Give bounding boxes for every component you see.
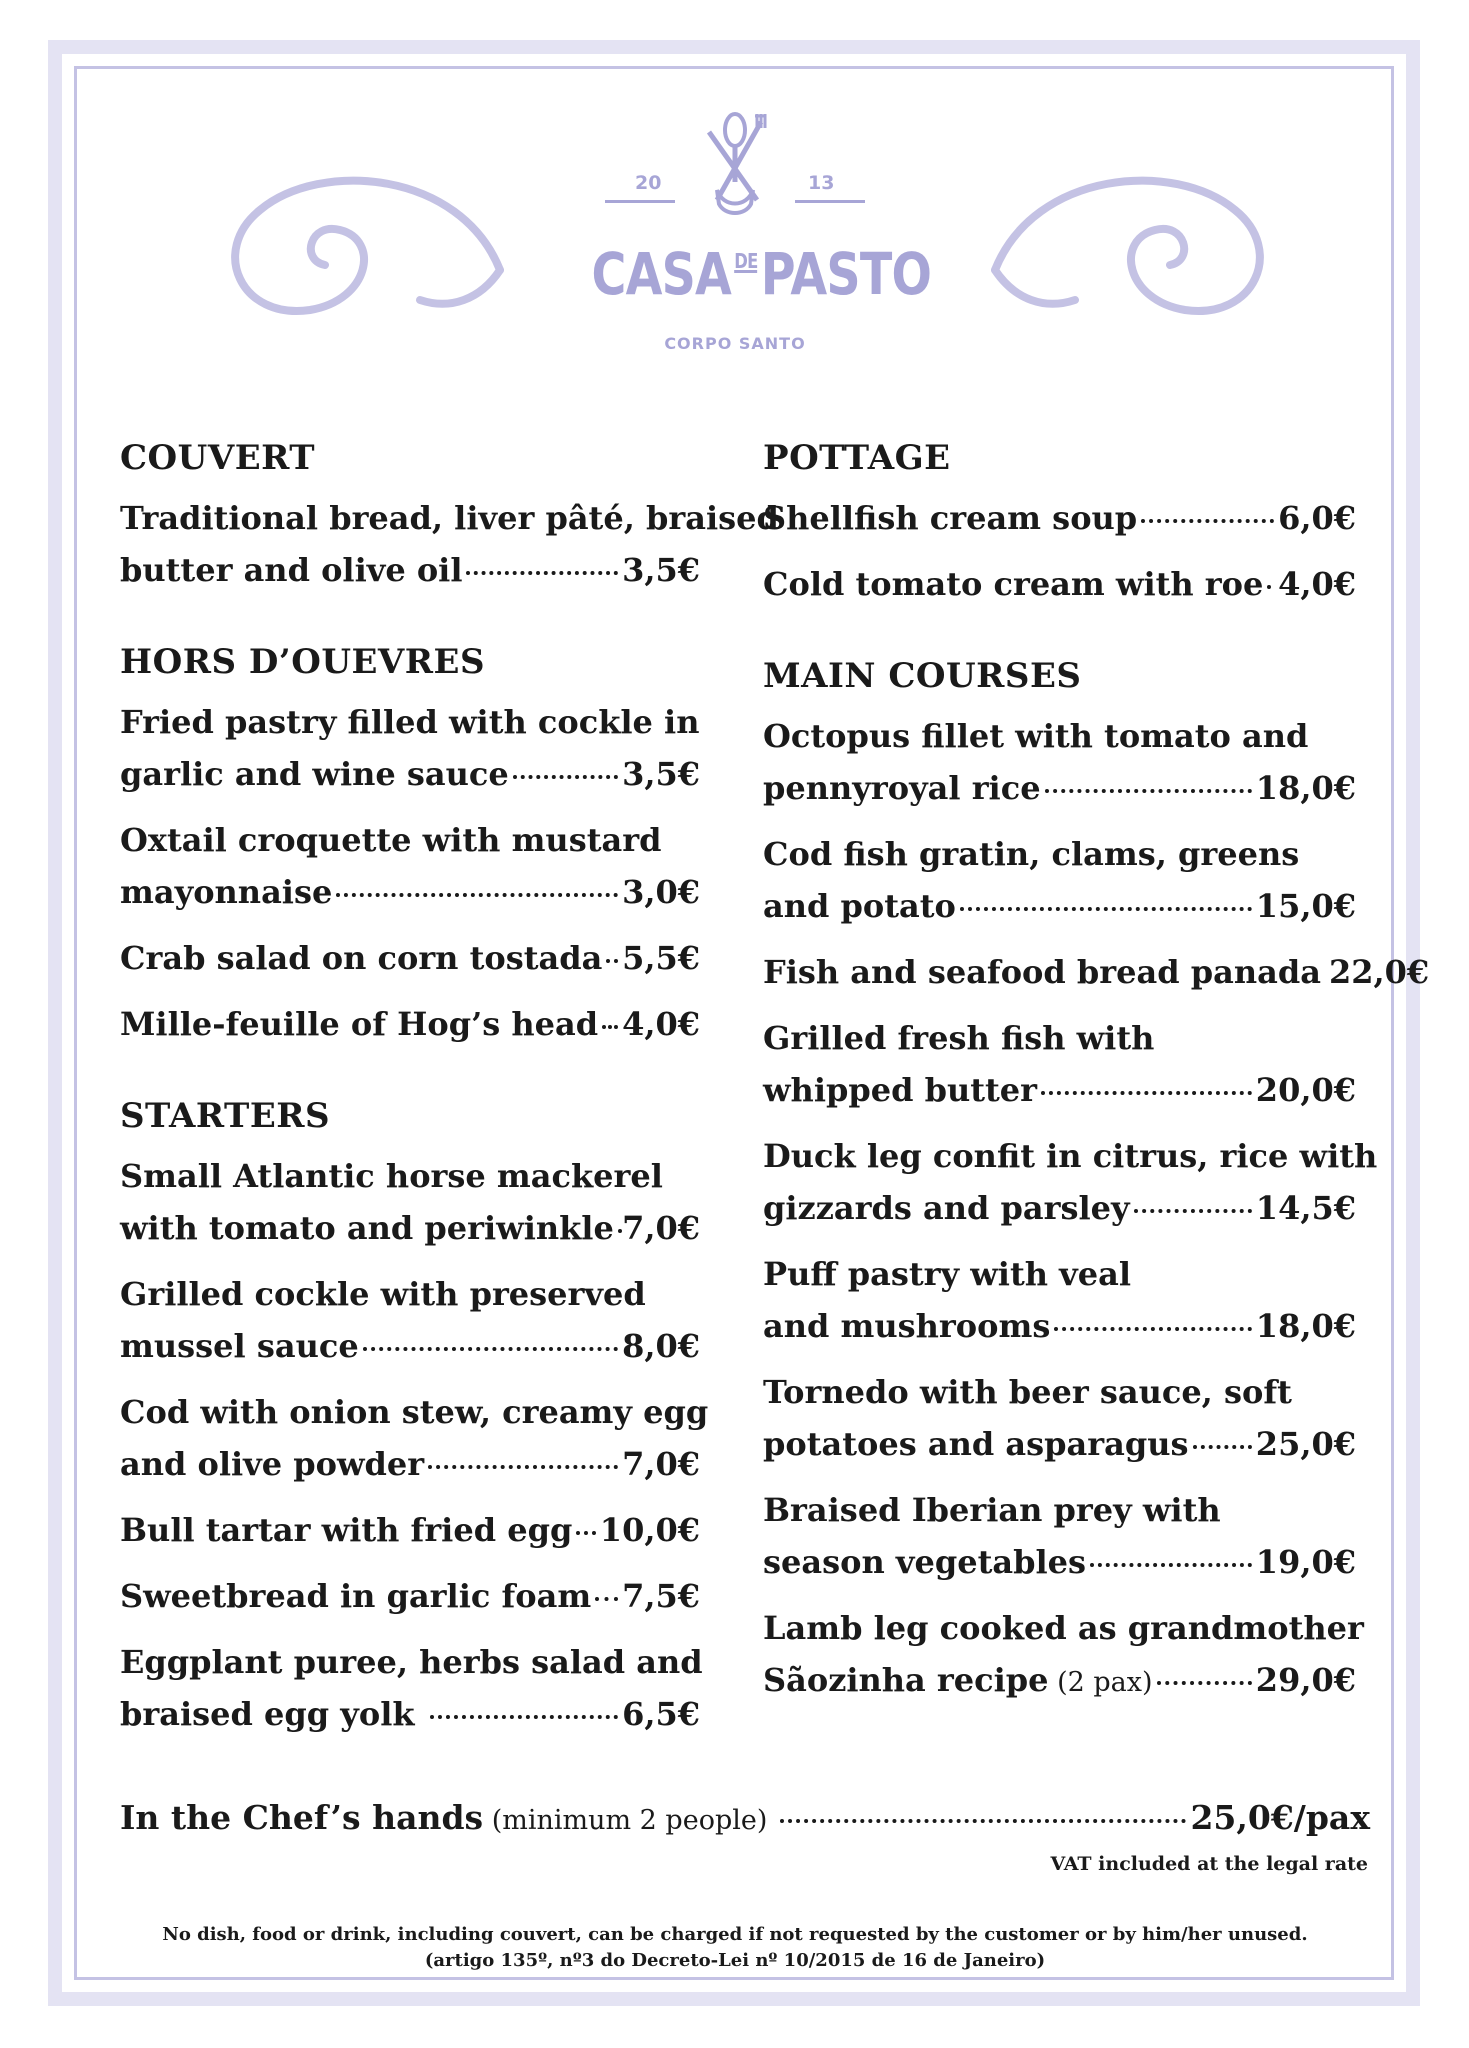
logo-year-right: 13 bbox=[808, 172, 835, 194]
dish-name: Crab salad on corn tostada bbox=[120, 939, 603, 977]
dish-name: Bull tartar with fried egg bbox=[120, 1511, 573, 1549]
menu-item-line bbox=[763, 1418, 1356, 1470]
dish-price: 18,0€ bbox=[1255, 769, 1356, 807]
dish-price: 3,5€ bbox=[622, 551, 700, 589]
menu-item bbox=[120, 932, 700, 984]
dish-price: 10,0€ bbox=[599, 1511, 700, 1549]
menu-item-line bbox=[763, 710, 1356, 762]
logo-rule-left bbox=[605, 200, 675, 203]
dish-price: 8,0€ bbox=[622, 1327, 700, 1365]
menu-section bbox=[763, 654, 1430, 1709]
chef-tasting-line bbox=[120, 1792, 1370, 1837]
footer-line-1: No dish, food or drink, including couvert, can be charged if not requested by the customer or by him/her unused. bbox=[162, 1924, 1308, 1945]
dish-name: Puff pastry with veal bbox=[763, 1255, 1131, 1293]
dish-name: Eggplant puree, herbs salad and bbox=[120, 1643, 703, 1681]
dish-name: gizzards and parsley bbox=[763, 1189, 1130, 1227]
menu-right-column bbox=[763, 436, 1430, 1753]
menu-item bbox=[763, 492, 1356, 544]
dish-name: Fried pastry filled with cockle in bbox=[120, 703, 700, 741]
dot-leader bbox=[428, 1433, 618, 1469]
dot-leader bbox=[576, 1499, 595, 1535]
dish-name: Duck leg confit in citrus, rice with bbox=[763, 1137, 1378, 1175]
menu-item-line bbox=[120, 1386, 709, 1438]
dish-name: mayonnaise bbox=[120, 873, 333, 911]
menu-item bbox=[763, 1366, 1356, 1470]
logo-title bbox=[591, 240, 932, 308]
dot-leader bbox=[363, 1315, 618, 1351]
dot-leader bbox=[1141, 487, 1274, 523]
menu-item bbox=[120, 1636, 703, 1740]
dot-leader bbox=[1041, 1059, 1252, 1095]
dish-price: 6,0€ bbox=[1278, 499, 1356, 537]
chef-price: 25,0€/pax bbox=[1190, 1798, 1370, 1837]
dish-price: 5,5€ bbox=[622, 939, 700, 977]
menu-item-line bbox=[120, 1438, 700, 1490]
menu-item bbox=[120, 1150, 700, 1254]
dish-name: whipped butter bbox=[763, 1071, 1038, 1109]
cutlery-icon bbox=[695, 112, 775, 222]
chef-dot-leader bbox=[780, 1786, 1187, 1823]
menu-item bbox=[120, 1268, 700, 1372]
dish-price: 14,5€ bbox=[1255, 1189, 1356, 1227]
dish-name: Cod fish gratin, clams, greens bbox=[763, 835, 1300, 873]
menu-item-line bbox=[120, 748, 700, 800]
menu-section bbox=[120, 1094, 709, 1740]
dish-name: Braised Iberian prey with bbox=[763, 1491, 1221, 1529]
dish-name: Tornedo with beer sauce, soft bbox=[763, 1373, 1292, 1411]
chef-note: (minimum 2 people) bbox=[483, 1805, 776, 1836]
menu-item bbox=[120, 1504, 700, 1556]
menu-item-line bbox=[120, 696, 700, 748]
dish-name: potatoes and asparagus bbox=[763, 1425, 1189, 1463]
vat-note: VAT included at the legal rate bbox=[1050, 1853, 1368, 1875]
menu-item-line bbox=[763, 492, 1356, 544]
menu-item-line bbox=[763, 1602, 1364, 1654]
dish-name: braised egg yolk bbox=[120, 1695, 426, 1733]
dish-name: Traditional bread, liver pâté, braised bbox=[120, 499, 779, 537]
dish-name: and mushrooms bbox=[763, 1307, 1051, 1345]
dish-price: 19,0€ bbox=[1255, 1543, 1356, 1581]
dot-leader bbox=[430, 1683, 618, 1719]
dish-price: 3,0€ bbox=[622, 873, 700, 911]
menu-item-line bbox=[763, 1654, 1356, 1709]
dish-name: butter and olive oil bbox=[120, 551, 463, 589]
dish-name: garlic and wine sauce bbox=[120, 755, 509, 793]
dish-name: and olive powder bbox=[120, 1445, 425, 1483]
menu-item-line bbox=[763, 1012, 1356, 1064]
menu-item bbox=[763, 1484, 1356, 1588]
dish-name: Oxtail croquette with mustard bbox=[120, 821, 662, 859]
dot-leader bbox=[1134, 1177, 1252, 1213]
dish-name: pennyroyal rice bbox=[763, 769, 1041, 807]
menu-item-line bbox=[763, 558, 1356, 610]
menu-section bbox=[763, 436, 1356, 610]
dish-name: mussel sauce bbox=[120, 1327, 359, 1365]
menu-item-line bbox=[763, 946, 1430, 998]
logo-rule-right bbox=[795, 200, 865, 203]
dish-name: Sweetbread in garlic foam bbox=[120, 1577, 592, 1615]
dish-price: 15,0€ bbox=[1255, 887, 1356, 925]
dot-leader bbox=[513, 743, 618, 779]
section-title: POTTAGE bbox=[763, 438, 951, 478]
menu-item-line bbox=[763, 1248, 1356, 1300]
section-title: HORS D’OUEVRES bbox=[120, 642, 485, 682]
menu-item bbox=[120, 998, 700, 1050]
menu-item-line bbox=[763, 1300, 1356, 1352]
menu-item-line bbox=[120, 1570, 700, 1622]
dish-name: Sãozinha recipe bbox=[763, 1661, 1049, 1699]
menu-item-line bbox=[120, 544, 700, 596]
menu-item-line bbox=[120, 1202, 700, 1254]
dot-leader bbox=[1090, 1531, 1252, 1567]
menu-item bbox=[763, 828, 1356, 932]
menu-item-line bbox=[763, 762, 1356, 814]
dot-leader bbox=[1193, 1413, 1252, 1449]
dish-name: season vegetables bbox=[763, 1543, 1086, 1581]
dot-leader bbox=[1267, 553, 1274, 589]
dish-name: Cold tomato cream with roe bbox=[763, 565, 1264, 603]
dish-name: Grilled fresh fish with bbox=[763, 1019, 1155, 1057]
chef-label: In the Chef’s hands bbox=[120, 1798, 484, 1837]
menu-item bbox=[763, 1130, 1378, 1234]
menu-item bbox=[120, 492, 779, 596]
menu-item-line bbox=[120, 1268, 700, 1320]
menu-item bbox=[763, 1248, 1356, 1352]
dot-leader bbox=[606, 927, 618, 963]
logo-title-de: DE bbox=[734, 249, 758, 273]
menu-item-line bbox=[120, 1636, 703, 1688]
logo-subtitle: CORPO SANTO bbox=[664, 334, 806, 353]
dot-leader bbox=[336, 861, 618, 897]
menu-item-line bbox=[763, 1064, 1356, 1116]
footer-line-2: (artigo 135º, nº3 do Decreto-Lei nº 10/2015 de 16 de Janeiro) bbox=[424, 1950, 1046, 1971]
menu-item bbox=[120, 1570, 700, 1622]
section-title: COUVERT bbox=[120, 438, 316, 478]
dot-leader bbox=[1045, 757, 1252, 793]
dish-price: 22,0€ bbox=[1328, 953, 1430, 991]
dish-price: 3,5€ bbox=[622, 755, 700, 793]
menu-item-line bbox=[120, 492, 779, 544]
dish-name: and potato bbox=[763, 887, 956, 925]
logo-title-casa: CASA bbox=[591, 240, 732, 308]
dish-price: 6,5€ bbox=[622, 1695, 700, 1733]
menu-item-line bbox=[763, 1130, 1378, 1182]
dish-name: Grilled cockle with preserved bbox=[120, 1275, 646, 1313]
dish-price: 20,0€ bbox=[1255, 1071, 1356, 1109]
dot-leader bbox=[1157, 1649, 1252, 1685]
dish-name: Shellfish cream soup bbox=[763, 499, 1138, 537]
dish-name: Cod with onion stew, creamy egg bbox=[120, 1393, 709, 1431]
menu-item-line bbox=[120, 866, 700, 918]
menu-section bbox=[120, 436, 779, 596]
menu-item-line bbox=[120, 1688, 700, 1740]
menu-item bbox=[763, 946, 1430, 998]
right-swirl-ornament bbox=[965, 150, 1295, 330]
dish-name: with tomato and periwinkle bbox=[120, 1209, 614, 1247]
menu-item bbox=[763, 558, 1356, 610]
menu-item-line bbox=[763, 1182, 1356, 1234]
dot-leader bbox=[466, 539, 618, 575]
dish-name: Octopus fillet with tomato and bbox=[763, 717, 1309, 755]
menu-item bbox=[763, 1602, 1364, 1709]
menu-item-line bbox=[120, 1504, 700, 1556]
menu-item-line bbox=[763, 828, 1356, 880]
left-swirl-ornament bbox=[200, 150, 530, 330]
dish-price: 4,0€ bbox=[622, 1005, 700, 1043]
menu-item-line bbox=[120, 814, 700, 866]
dish-name: Small Atlantic horse mackerel bbox=[120, 1157, 663, 1195]
dot-leader bbox=[1054, 1295, 1251, 1331]
menu-item-line bbox=[763, 1366, 1356, 1418]
section-title: STARTERS bbox=[120, 1096, 331, 1136]
restaurant-logo bbox=[560, 112, 932, 372]
menu-item bbox=[763, 710, 1356, 814]
section-title: MAIN COURSES bbox=[763, 656, 1082, 696]
menu-item-line bbox=[763, 880, 1356, 932]
menu-item-line bbox=[120, 998, 700, 1050]
menu-item-line bbox=[120, 1320, 700, 1372]
menu-left-column bbox=[120, 436, 779, 1784]
dish-price: 7,0€ bbox=[622, 1445, 700, 1483]
menu-item bbox=[120, 1386, 709, 1490]
dot-leader bbox=[960, 875, 1252, 911]
dish-price: 7,5€ bbox=[622, 1577, 700, 1615]
dish-price: 25,0€ bbox=[1255, 1425, 1356, 1463]
menu-item-line bbox=[763, 1484, 1356, 1536]
menu-item-line bbox=[763, 1536, 1356, 1588]
dish-price: 7,0€ bbox=[622, 1209, 700, 1247]
dish-name: Fish and seafood bread panada bbox=[763, 953, 1321, 991]
dot-leader bbox=[595, 1565, 618, 1601]
menu-item bbox=[120, 696, 700, 800]
logo-year-left: 20 bbox=[635, 172, 662, 194]
dish-price: 18,0€ bbox=[1255, 1307, 1356, 1345]
dish-name: Lamb leg cooked as grandmother bbox=[763, 1609, 1364, 1647]
menu-item-line bbox=[120, 932, 700, 984]
menu-section bbox=[120, 640, 700, 1050]
legal-footer bbox=[120, 1922, 1350, 1974]
menu-item bbox=[120, 814, 700, 918]
dot-leader bbox=[602, 993, 618, 1029]
logo-title-pasto: PASTO bbox=[760, 240, 932, 308]
menu-item-line bbox=[120, 1150, 700, 1202]
menu-item bbox=[763, 1012, 1356, 1116]
dish-note: (2 pax) bbox=[1048, 1667, 1153, 1698]
dish-price: 4,0€ bbox=[1278, 565, 1356, 603]
dish-price: 29,0€ bbox=[1255, 1661, 1356, 1699]
dish-name: Mille-feuille of Hog’s head bbox=[120, 1005, 599, 1043]
